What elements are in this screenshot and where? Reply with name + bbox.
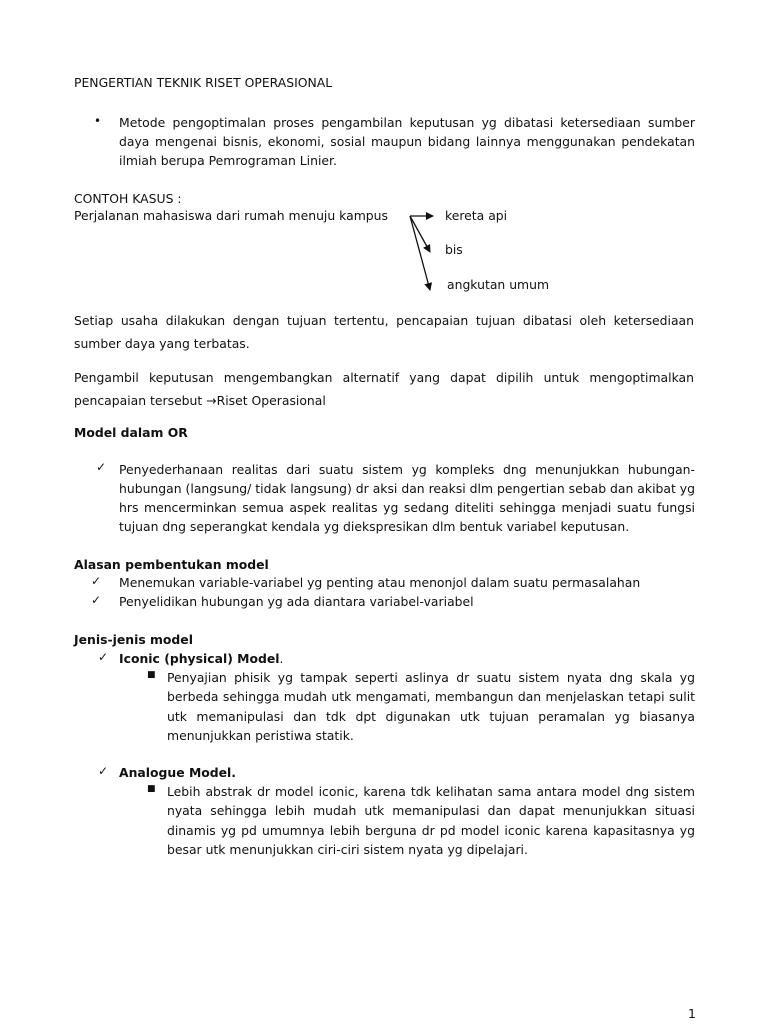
model-or-definition: Penyederhanaan realitas dari suatu sistem yg kompleks dng menunjukkan hubungan-hubungan (langsung/ tidak langsung) dr aksi dan reaksi dlm pengertian sebab dan akibat yg hrs mencerminkan semua aspek realitas yg sedang diteliti sehingga menjadi suatu fungsi tujuan dng seperangkat kendala yg diekspresikan dlm bentuk variabel keputusan. [119, 462, 695, 534]
analogue-model-title: Analogue Model. [119, 765, 237, 780]
iconic-model-suffix: . [279, 651, 284, 666]
square-bullet-icon: ■ [147, 784, 156, 794]
paragraph-pengambil-keputusan-text: Pengambil keputusan mengembangkan alternatif yang dapat dipilih untuk mengoptimalkan pencapaian tersebut [74, 370, 694, 408]
right-arrow-icon: → [206, 393, 217, 408]
checkmark-icon: ✓ [98, 650, 109, 664]
iconic-model-label: Iconic (physical) Model [119, 651, 280, 666]
bullet-icon: • [94, 114, 102, 128]
definition-text: Metode pengoptimalan proses pengambilan keputusan yg dibatasi ketersediaan sumber daya mengenai bisnis, ekonomi, sosial maupun bidang lainnya menggunakan pendekatan ilmiah berupa Pemrograman Linier. [119, 115, 695, 168]
checkmark-icon: ✓ [91, 574, 102, 588]
example-heading: CONTOH KASUS : [74, 191, 182, 206]
jenis-model-heading: Jenis-jenis model [74, 632, 193, 647]
option-kereta-api: kereta api [445, 208, 508, 223]
riset-operasional-term: Riset Operasional [216, 393, 326, 408]
model-or-heading: Model dalam OR [74, 425, 188, 440]
option-angkutan-umum: angkutan umum [447, 277, 550, 292]
page-number: 1 [688, 1006, 696, 1021]
option-bis: bis [445, 242, 463, 257]
arrow-bis [410, 216, 430, 252]
alasan-item-2: Penyelidikan hubungan yg ada diantara variabel-variabel [119, 594, 474, 609]
checkmark-icon: ✓ [98, 764, 109, 778]
analogue-model-description: Lebih abstrak dr model iconic, karena tdk kelihatan sama antara model dng sistem nyata sehingga lebih mudah utk memanipulasi dan dapat menunjukkan situasi dinamis yg pd umumnya lebih berguna dr pd model iconic karena kapasitasnya yg besar utk menunjukkan ciri-ciri sistem nyata yg dipelajari. [167, 784, 695, 857]
iconic-model-description: Penyajian phisik yg tampak seperti aslinya dr suatu sistem nyata dng skala yg berbeda sehingga mudah utk mengamati, membangun dan menjelaskan tetapi sulit utk memanipulasi dan tdk dpt digunakan utk tujuan peramalan yg biasanya menunjukkan peristiwa statik. [167, 670, 695, 743]
checkmark-icon: ✓ [96, 460, 107, 474]
alasan-heading: Alasan pembentukan model [74, 557, 269, 572]
paragraph-tujuan: Setiap usaha dilakukan dengan tujuan tertentu, pencapaian tujuan dibatasi oleh ketersediaan sumber daya yang terbatas. [74, 313, 694, 351]
iconic-model-title [119, 649, 284, 668]
checkmark-icon: ✓ [91, 593, 102, 607]
paragraph-pengambil-keputusan [74, 366, 694, 412]
example-case: Perjalanan mahasiswa dari rumah menuju kampus [74, 208, 388, 223]
document-title: PENGERTIAN TEKNIK RISET OPERASIONAL [74, 75, 333, 90]
arrow-angkutan-umum [410, 216, 430, 290]
square-bullet-icon: ■ [147, 670, 156, 680]
alasan-item-1: Menemukan variable-variabel yg penting atau menonjol dalam suatu permasalahan [119, 575, 641, 590]
